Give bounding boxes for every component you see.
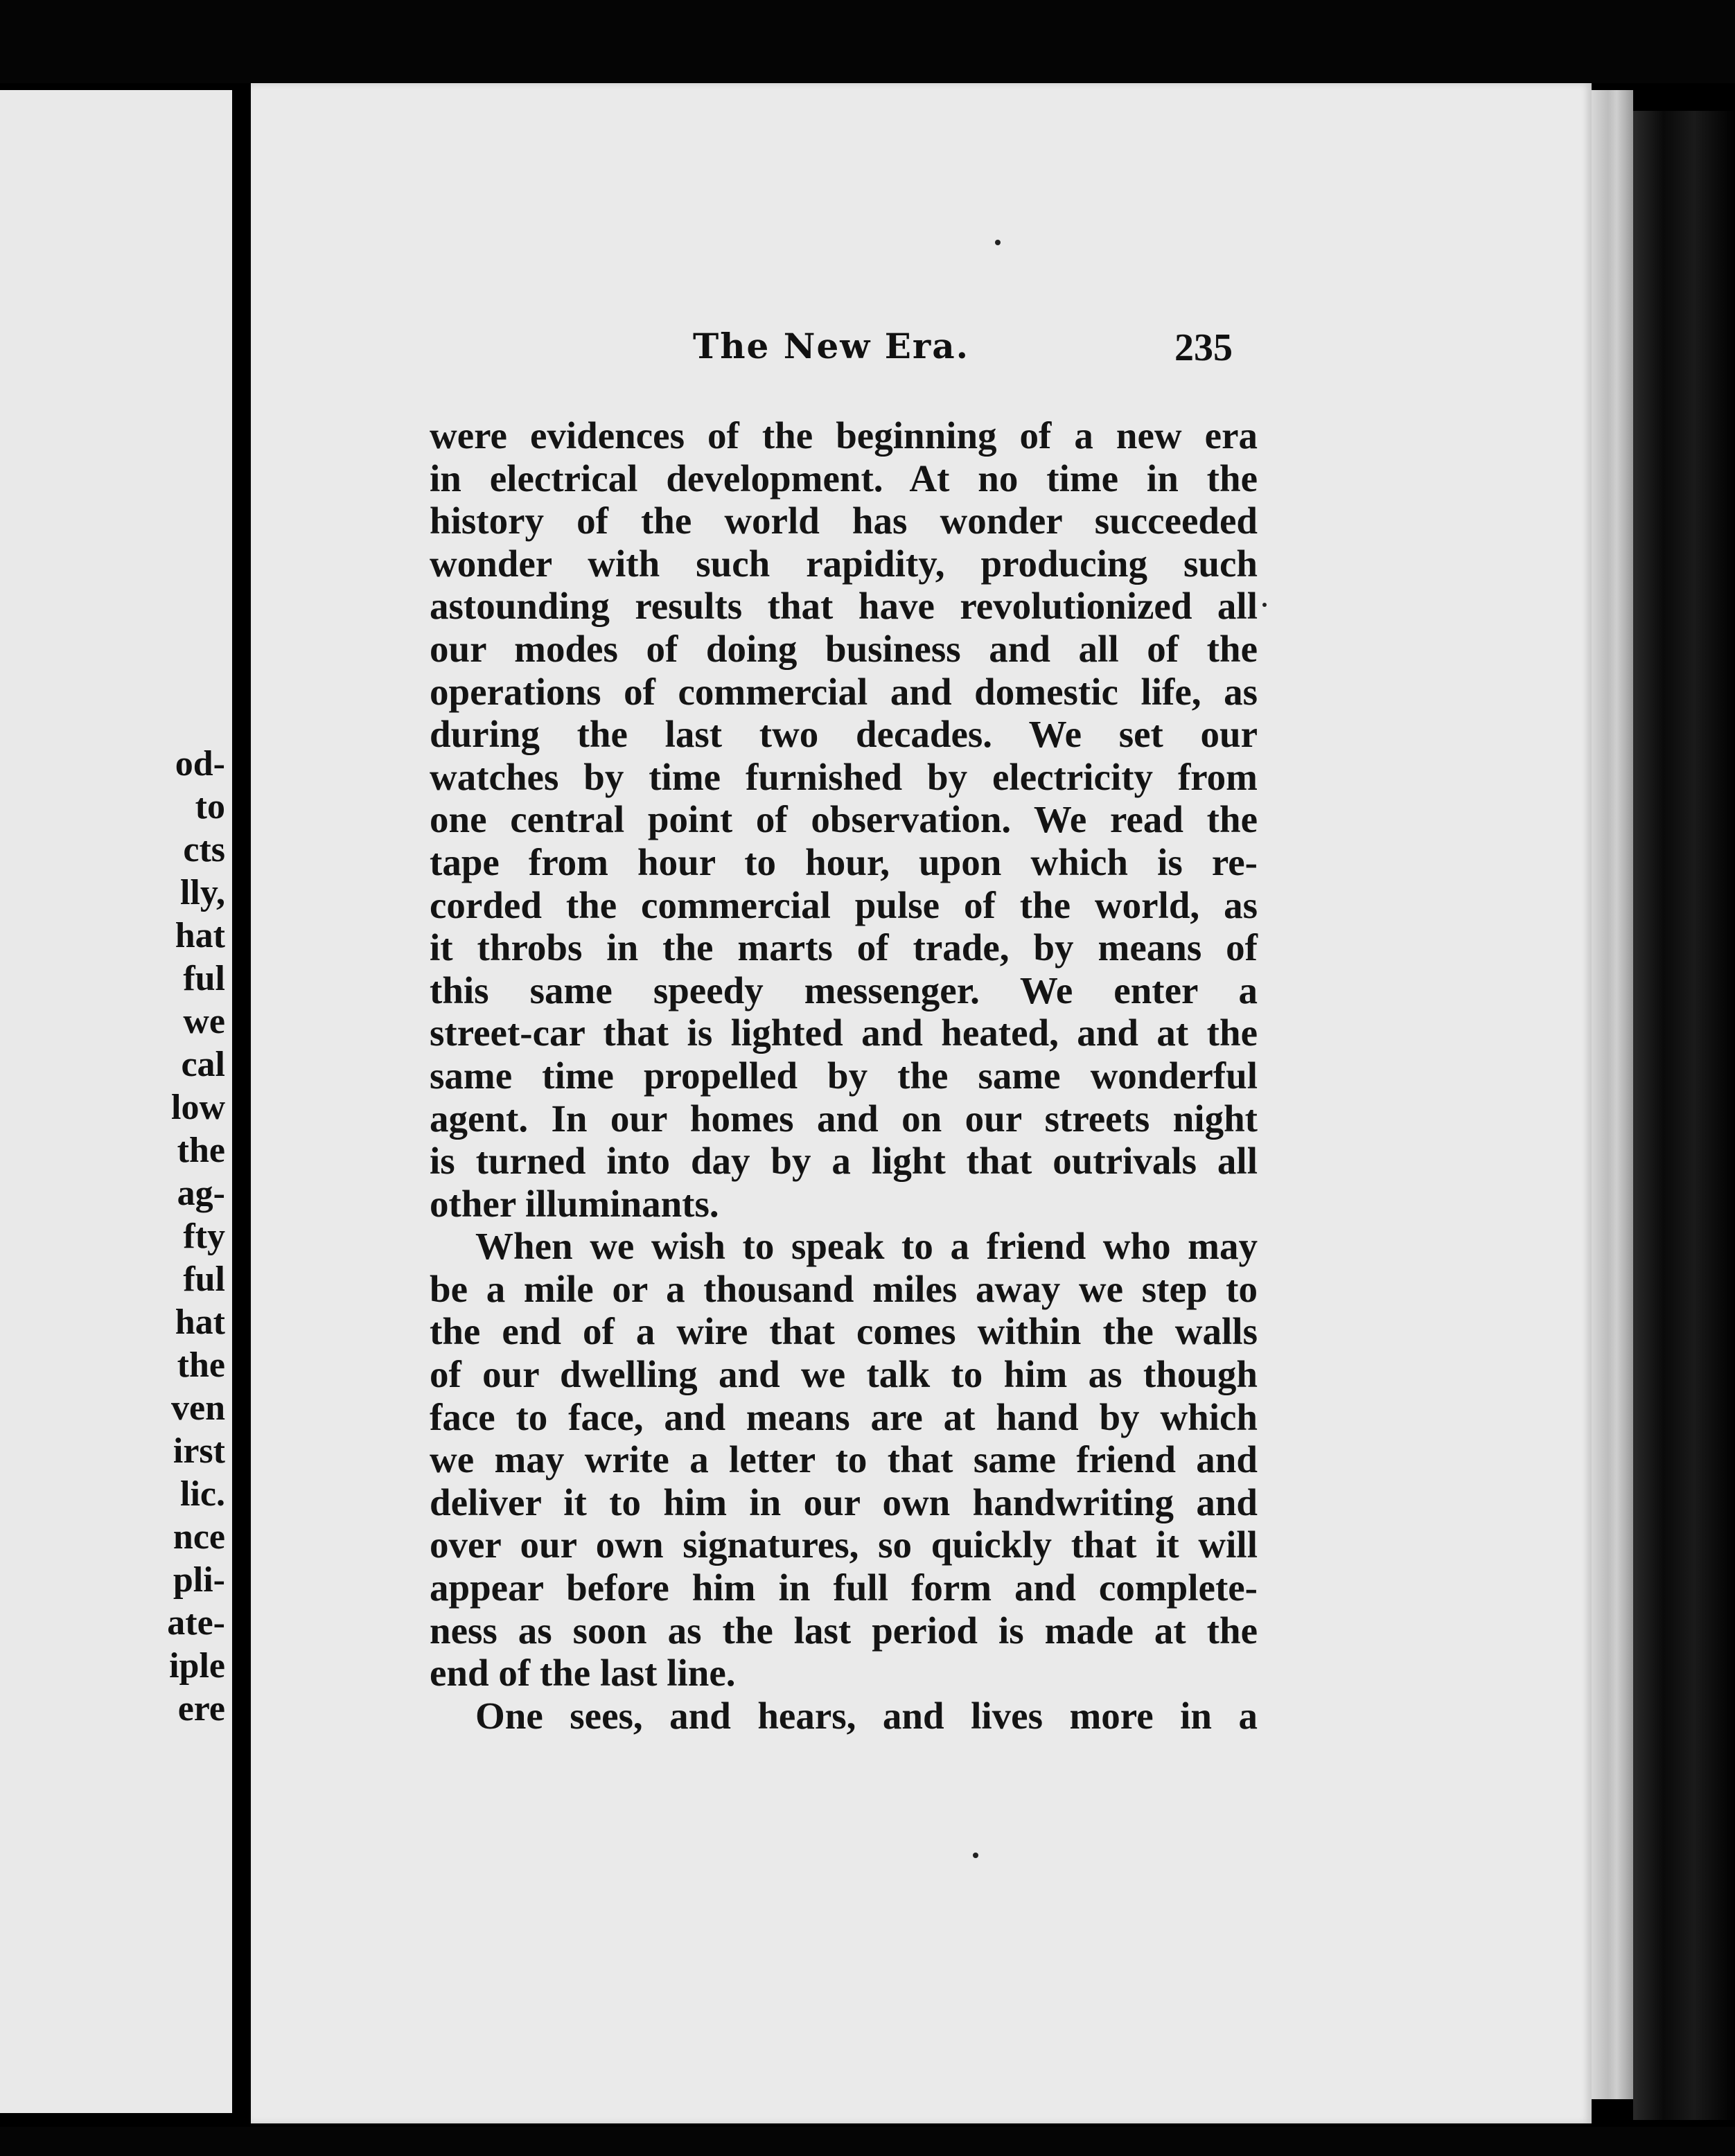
text-line: appear before him in full form and complete- [430,1566,1258,1609]
paragraph [430,414,1258,1225]
text-line: watches by time furnished by electricity from [430,755,1258,798]
text-line: we may write a letter to that same friend and [430,1438,1258,1481]
fragment-line: ven [171,1388,225,1428]
text-line: during the last two decades. We set our [430,713,1258,756]
fragment-line: lic. [180,1474,225,1514]
text-line: wonder with such rapidity, producing such [430,542,1258,585]
fragment-line: irst [173,1431,225,1471]
fragment-line: cal [181,1045,225,1084]
text-line: be a mile or a thousand miles away we step to [430,1267,1258,1310]
scan-top-border [0,0,1735,83]
scan-speck [973,1853,978,1858]
text-line: of our dwelling and we talk to him as though [430,1353,1258,1396]
text-line: one central point of observation. We read the [430,798,1258,841]
fragment-line: cts [183,830,225,869]
scan-speck [995,240,1001,245]
scan-bottom-border [0,2127,1735,2156]
text-line: street-car that is lighted and heated, and at the [430,1011,1258,1054]
fragment-line: ful [183,1260,225,1299]
text-line: operations of commercial and domestic life, as [430,670,1258,713]
fragment-line: pli- [173,1560,225,1600]
text-line: end of the last line. [430,1652,736,1695]
fragment-line: the [177,1345,225,1385]
fragment-line: hat [175,1302,225,1342]
book-gutter [232,83,253,2127]
fragment-line: ere [177,1689,225,1729]
fragment-line: low [171,1088,225,1127]
page-number: 235 [1174,326,1233,369]
previous-page-edge [0,90,232,2113]
fragment-line: we [183,1002,225,1041]
text-line: it throbs in the marts of trade, by means of [430,926,1258,969]
running-head [693,326,1386,381]
fragment-line: ate- [167,1603,225,1643]
text-line: over our own signatures, so quickly that it will [430,1523,1258,1566]
fragment-line: lly, [179,873,225,912]
fragment-line: od- [175,744,225,784]
text-line: ness as soon as the last period is made at the [430,1609,1258,1652]
text-line: the end of a wire that comes within the walls [430,1310,1258,1353]
fragment-line: hat [175,916,225,955]
text-line: astounding results that have revolutionized all [430,585,1258,628]
text-line: agent. In our homes and on our streets night [430,1097,1258,1140]
previous-page-line-fragments [167,743,225,1731]
body-text [430,414,1258,1737]
text-line: other illuminants. [430,1182,719,1225]
running-title: The New Era. [693,326,969,366]
fragment-line: iple [169,1646,225,1686]
fragment-line: ful [183,959,225,998]
text-line: this same speedy messenger. We enter a [430,969,1258,1011]
text-line: corded the commercial pulse of the world, as [430,883,1258,926]
text-line: When we wish to speak to a friend who may [475,1225,1258,1268]
text-line: face to face, and means are at hand by which [430,1395,1258,1438]
fragment-line: to [195,787,225,827]
paragraph [430,1695,1258,1738]
text-line: same time propelled by the same wonderful [430,1054,1258,1097]
text-line: tape from hour to hour, upon which is re- [430,840,1258,883]
fragment-line: ag- [177,1174,225,1213]
page-stack-edge [1592,90,1633,2099]
text-line: deliver it to him in our own handwriting and [430,1481,1258,1523]
text-line: is turned into day by a light that outrivals all [430,1140,1258,1183]
fragment-line: nce [173,1517,225,1557]
text-line: were evidences of the beginning of a new era [430,414,1258,457]
fragment-line: the [177,1131,225,1170]
text-line: history of the world has wonder succeeded [430,500,1258,542]
book-spine [1633,111,1735,2120]
scan-speck [1262,603,1267,607]
text-line: our modes of doing business and all of the [430,627,1258,670]
text-line: in electrical development. At no time in the [430,457,1258,500]
fragment-line: fty [183,1217,225,1256]
paragraph [430,1225,1258,1695]
text-line: One sees, and hears, and lives more in a [475,1694,1258,1737]
